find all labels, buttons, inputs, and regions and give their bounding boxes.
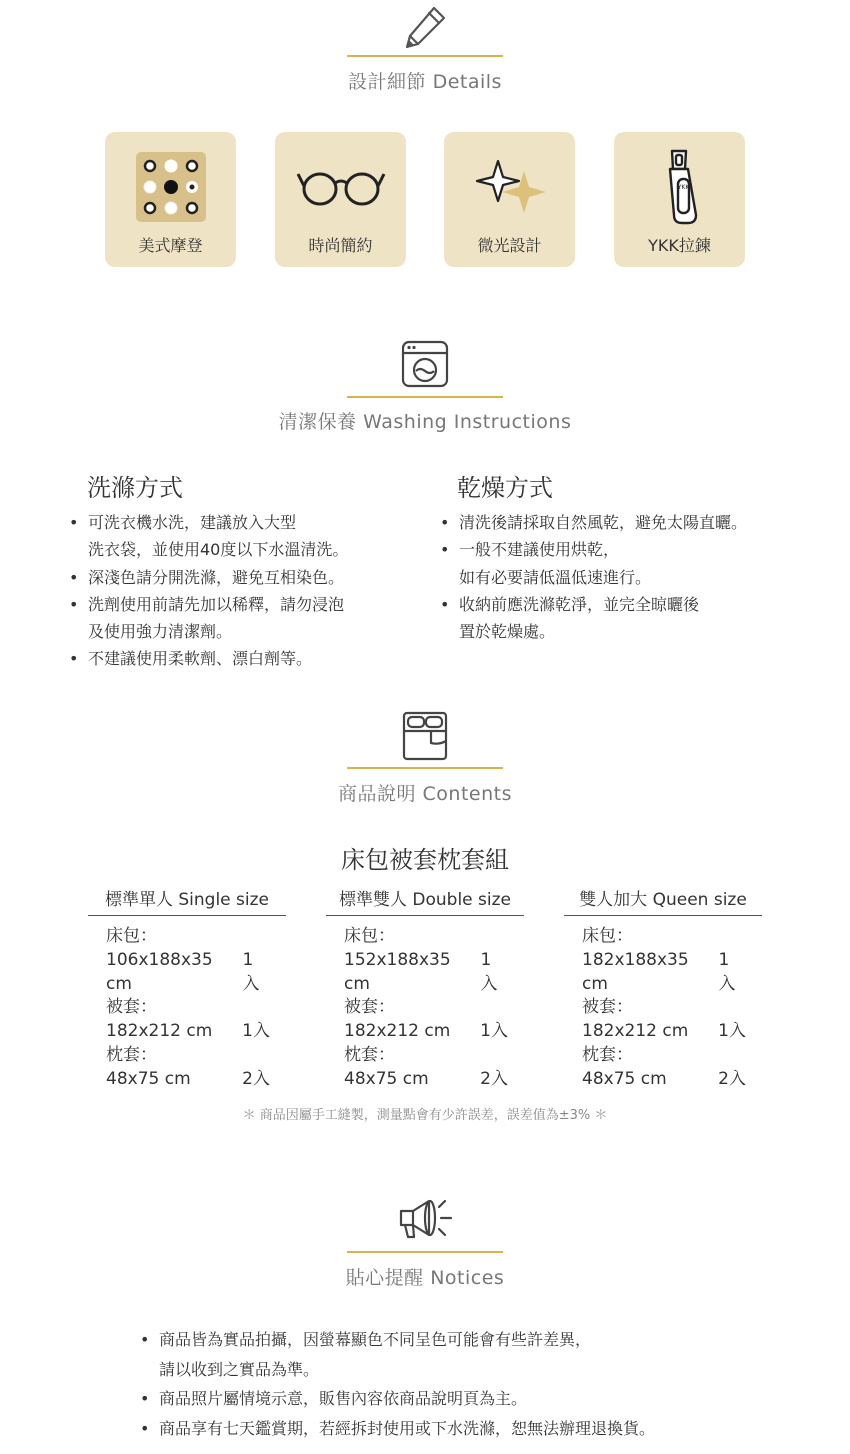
details-title: 設計細節 Details [348,71,502,93]
feature-label: 微光設計 [477,236,542,255]
size-column-queen [564,886,762,1092]
size-column-single [88,886,286,1092]
list-item: • 深淺色請分開洗滌，避免互相染色。 [69,564,429,591]
megaphone-icon [385,1190,465,1246]
list-item: • 商品皆為實品拍攝，因螢幕顯色不同呈色可能會有些許差異， 請以收到之實品為準。 [140,1325,820,1384]
table-row: 床包： [344,926,395,946]
pencil-icon [385,0,465,56]
measurement-note: ＊ 商品因屬手工縫製，測量點會有少許誤差，誤差值為±3% ＊ [242,1108,608,1123]
size-heading: 雙人加大 Queen size [564,886,762,916]
table-row: 48x75 cm 2入 [344,1068,508,1089]
washing-divider [347,396,503,398]
table-row: 48x75 cm 2入 [106,1068,270,1089]
sparkle-icon [444,150,575,224]
table-row: 床包： [106,926,157,946]
list-item: • 可洗衣機水洗，建議放入大型 洗衣袋，並使用40度以下水溫清洗。 [69,509,429,564]
feature-card-shimmer [444,132,575,267]
glasses-icon [275,150,406,224]
list-item: • 不建議使用柔軟劑、漂白劑等。 [69,645,429,672]
notices-list [140,1325,820,1443]
washing-title: 清潔保養 Washing Instructions [278,411,572,433]
table-row: 枕套： [582,1044,633,1065]
table-row: 182x212 cm 1入 [106,1021,270,1042]
dry-method-heading: 乾燥方式 [457,474,553,502]
table-row: 床包： [582,926,633,946]
table-row: 182x212 cm 1入 [344,1021,508,1042]
table-row: 枕套： [106,1044,157,1065]
wash-method-heading: 洗滌方式 [87,474,183,502]
dry-method-list [440,509,820,645]
table-row: 48x75 cm 2入 [582,1068,746,1089]
washing-machine-icon [385,336,465,392]
notices-title: 貼心提醒 Notices [345,1267,505,1289]
feature-card-american-modern [105,132,236,267]
feature-label: 時尚簡約 [308,236,373,255]
details-divider [347,55,503,57]
list-item: • 商品照片屬情境示意，販售內容依商品說明頁為主。 [140,1384,820,1414]
table-row: 被套： [106,997,157,1018]
wash-method-list [69,509,429,673]
list-item: • 清洗後請採取自然風乾，避免太陽直曬。 [440,509,820,536]
table-row: 枕套： [344,1044,395,1065]
table-row: 182x212 cm 1入 [582,1021,746,1042]
list-item: • 商品享有七天鑑賞期，若經拆封使用或下水洗滌，恕無法辦理退換貨。 [140,1414,820,1444]
feature-card-ykk [614,132,745,267]
list-item: • 收納前應洗滌乾淨，並完全晾曬後 置於乾燥處。 [440,591,820,646]
size-column-double [326,886,524,1092]
table-row: 106x188x35 cm 1入 [106,949,260,994]
list-item: • 一般不建議使用烘乾， 如有必要請低溫低速進行。 [440,536,820,591]
size-heading: 標準雙人 Double size [326,886,524,916]
contents-divider [347,767,503,769]
table-row: 被套： [344,997,395,1018]
zipper-brand-text: YKK [677,184,689,191]
table-row: 被套： [582,997,633,1018]
notices-divider [347,1251,503,1253]
bed-icon [385,707,465,763]
feature-label: 美式摩登 [138,236,203,255]
dots-pattern-icon [105,150,236,224]
table-row: 182x188x35 cm 1入 [582,949,736,994]
zipper-icon [614,150,745,224]
list-item: • 洗劑使用前請先加以稀釋，請勿浸泡 及使用強力清潔劑。 [69,591,429,646]
feature-card-simple [275,132,406,267]
feature-label: YKK拉鍊 [648,236,711,255]
contents-title: 商品說明 Contents [337,783,512,805]
size-heading: 標準單人 Single size [88,886,286,916]
table-row: 152x188x35 cm 1入 [344,949,498,994]
product-title: 床包被套枕套組 [341,846,509,874]
